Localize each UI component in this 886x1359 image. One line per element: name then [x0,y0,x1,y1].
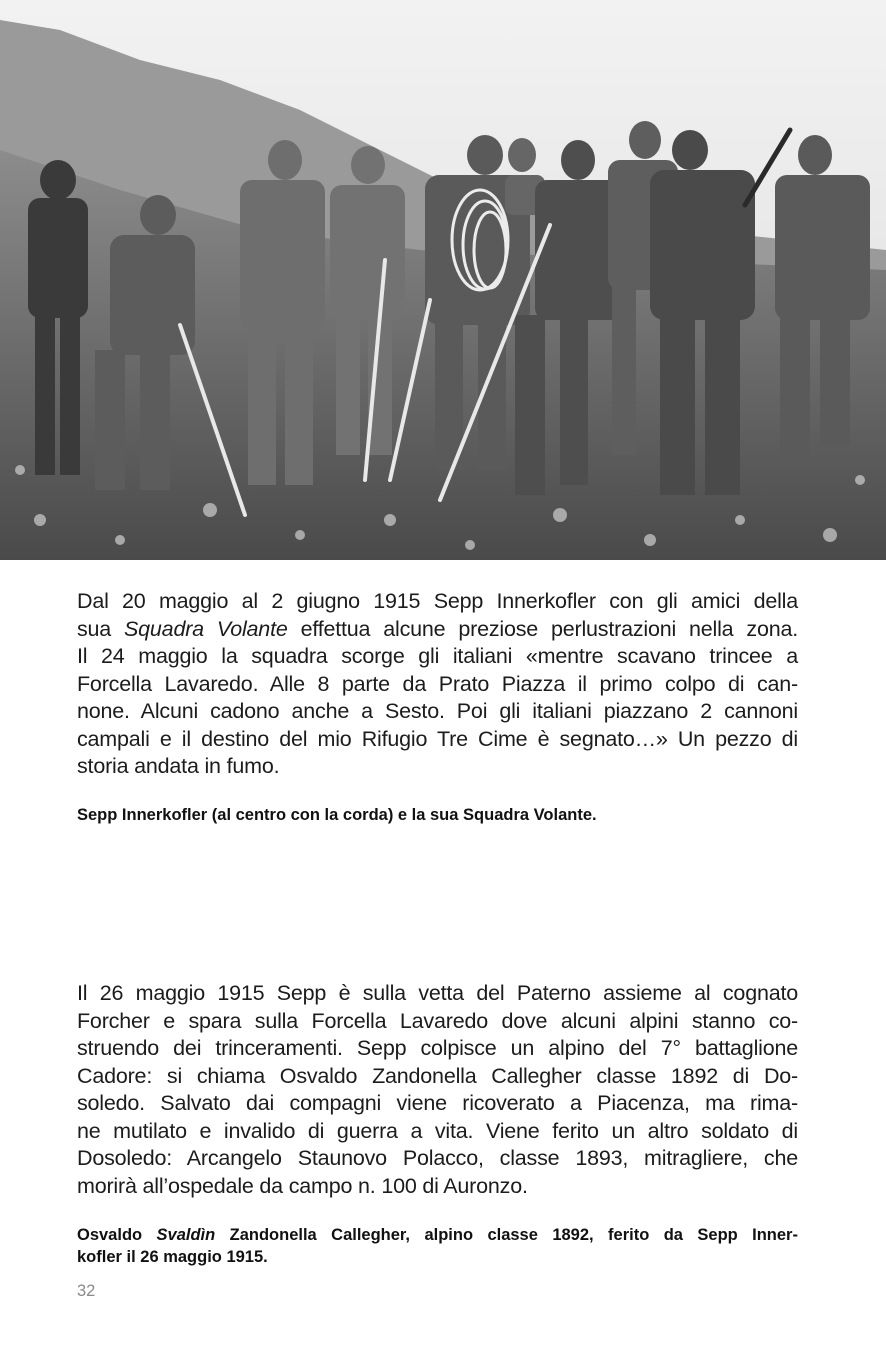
text-line: ne mutilato e invalido di guerra a vita. Viene ferito un altro soldato di [77,1118,798,1143]
caption-line: kofler il 26 maggio 1915. [77,1248,268,1266]
text-line: storia andata in fumo. [77,754,280,778]
text-line: Il 24 maggio la squadra scorge gli italiani «mentre scavano trincee a [77,644,798,668]
page-number: 32 [77,1282,96,1300]
text-line: Il 26 maggio 1915 Sepp è sulla vetta del Paterno assieme al cognato [77,981,798,1005]
italic-term: Squadra Volante [124,616,288,641]
text-line: Dosoledo: Arcangelo Staunovo Polacco, classe 1893, mitragliere, che [77,1146,798,1170]
italic-nickname: Svaldìn [156,1226,216,1244]
caption-line: Sepp Innerkofler (al centro con la corda) e la sua Squadra Volante. [77,806,597,824]
text-line: struendo dei trinceramenti. Sepp colpisce un alpino del 7° battaglione [77,1036,798,1060]
text-line: campali e il destino del mio Rifugio Tre Cime è segnato…» Un pezzo di [77,726,798,751]
portrait-caption [77,1224,798,1268]
paragraph-squadra-volante [77,588,798,781]
text-line: Forcher e spara sulla Forcella Lavaredo dove alcuni alpini stanno co- [77,1008,798,1033]
paragraph-paterno [77,980,798,1200]
text-line: soledo. Salvato dai compagni viene ricoverato a Piacenza, ma rima- [77,1091,798,1115]
text-line: none. Alcuni cadono anche a Sesto. Poi gli italiani piazzano 2 cannoni [77,699,798,723]
historical-photo [0,0,886,560]
text-line: Dal 20 maggio al 2 giugno 1915 Sepp Innerkofler con gli amici della [77,589,798,613]
text-line: Cadore: si chiama Osvaldo Zandonella Callegher classe 1892 di Do- [77,1063,798,1088]
text-line: Forcella Lavaredo. Alle 8 parte da Prato Piazza il primo colpo di can- [77,671,798,696]
caption-line: Osvaldo Svaldìn Zandonella Callegher, alpino classe 1892, ferito da Sepp Inner- [77,1226,798,1244]
text-line: sua Squadra Volante effettua alcune preziose perlustrazioni nella zona. [77,616,798,641]
photo-caption [77,804,798,826]
text-line: morirà all’ospedale da campo n. 100 di Auronzo. [77,1173,528,1198]
